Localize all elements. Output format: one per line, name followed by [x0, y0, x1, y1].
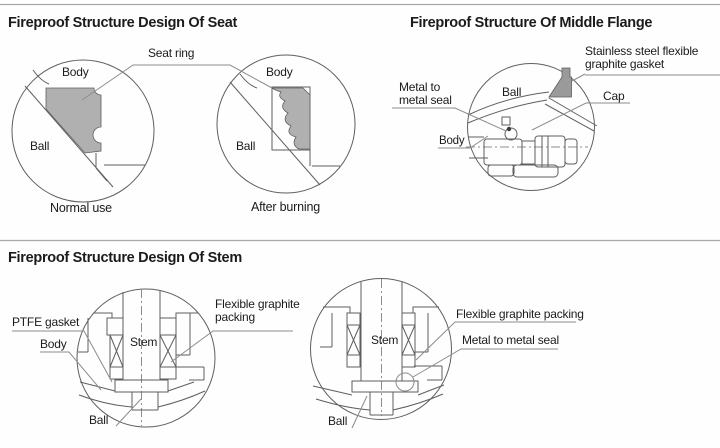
seat-normal-diagram — [12, 60, 154, 202]
packing-label — [215, 298, 300, 324]
ball-label: Ball — [89, 413, 109, 427]
graphite-gasket-fill — [549, 68, 572, 97]
ball-label: Ball — [328, 414, 348, 428]
metal-seal-label: Metal to metal seal — [462, 333, 559, 347]
body-label: Body — [439, 135, 465, 147]
gasket-label-line2: graphite gasket — [585, 57, 665, 71]
stem-section-title: Fireproof Structure Design Of Stem — [8, 250, 242, 266]
ptfe-gasket-label: PTFE gasket — [12, 315, 80, 329]
metal-seal-label-line2: metal seal — [399, 93, 452, 107]
metal-seal-callout-circle — [396, 373, 414, 391]
detail-circle — [77, 289, 215, 427]
seat-section-title: Fireproof Structure Design Of Seat — [8, 15, 238, 31]
ball-leader — [116, 399, 141, 426]
metal-seal-label — [399, 81, 452, 107]
gasket-label — [585, 45, 698, 71]
packing-leader — [171, 331, 293, 362]
drain-bolt-detail — [484, 136, 577, 177]
detail-circle — [468, 64, 595, 191]
gasket-label-line1: Stainless steel flexible — [585, 44, 699, 58]
body-label: Body — [62, 65, 89, 79]
packing-label-line1: Flexible graphite — [215, 297, 300, 311]
normal-use-caption: Normal use — [50, 201, 112, 215]
body-leader — [40, 352, 101, 390]
burned-seat-ring-fill — [272, 88, 310, 149]
ball-label: Ball — [30, 139, 50, 153]
gasket-leader — [572, 74, 720, 81]
packing-label-line2: packing — [215, 310, 255, 324]
stem-label: Stem — [371, 333, 399, 347]
body-label: Body — [266, 65, 293, 79]
cap-label: Cap — [603, 89, 625, 103]
ball-label: Ball — [236, 139, 256, 153]
metal-seal-label-line1: Metal to — [399, 80, 441, 94]
seat-ring-fill — [46, 88, 101, 153]
after-burning-caption: After burning — [251, 200, 320, 214]
ball-top — [313, 385, 444, 410]
stem-label: Stem — [130, 335, 158, 349]
ball-leader — [352, 396, 367, 428]
seat-ring-label: Seat ring — [148, 46, 195, 60]
flange-section-title: Fireproof Structure Of Middle Flange — [410, 15, 653, 31]
packing-label: Flexible graphite packing — [456, 307, 584, 321]
stem-right-diagram — [311, 279, 577, 429]
metal-seal-leader — [392, 108, 506, 131]
body-label: Body — [40, 337, 67, 351]
metal-seal-leader — [413, 349, 558, 377]
ball-label: Ball — [502, 85, 522, 99]
